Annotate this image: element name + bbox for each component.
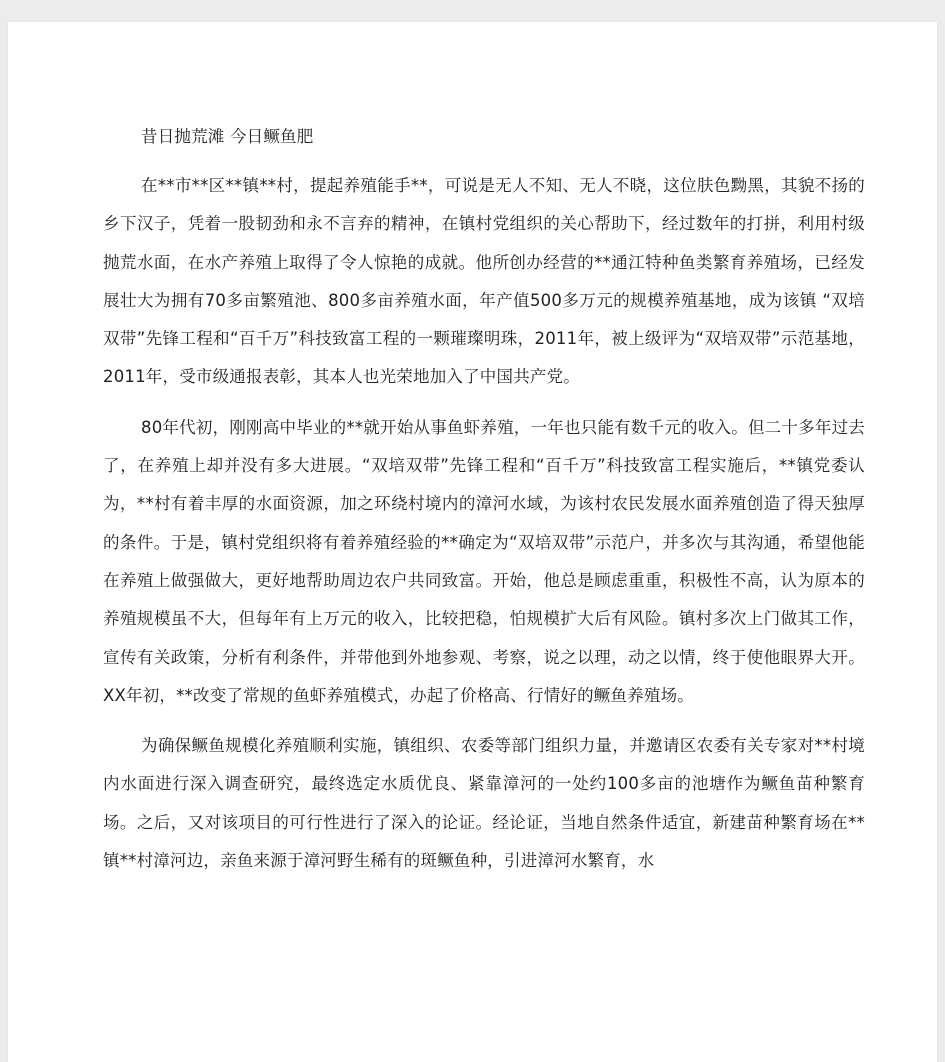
document-body [103,122,865,892]
paragraph-3: 为确保鳜鱼规模化养殖顺利实施，镇组织、农委等部门组织力量，并邀请区农委有关专家对**村境内水面进行深入调查研究，最终选定水质优良、紧靠漳河的一处约100多亩的池塘作为鳜鱼苗种繁育场。之后，又对该项目的可行性进行了深入的论证。经论证，当地自然条件适宜，新建苗种繁育场在**镇**村漳河边，亲鱼来源于漳河野生稀有的斑鳜鱼种，引进漳河水繁育，水 [103,736,865,871]
document-page [8,22,937,1062]
paragraph-2: 80年代初，刚刚高中毕业的**就开始从事鱼虾养殖，一年也只能有数千元的收入。但二十多年过去了，在养殖上却并没有多大进展。“双培双带”先锋工程和“百千万”科技致富工程实施后，**镇党委认为，**村有着丰厚的水面资源，加之环绕村境内的漳河水域，为该村农民发展水面养殖创造了得天独厚的条件。于是，镇村党组织将有着养殖经验的**确定为“双培双带”示范户，并多次与其沟通，希望他能在养殖上做强做大，更好地帮助周边农户共同致富。开始，他总是顾虑重重，积极性不高，认为原本的养殖规模虽不大，但每年有上万元的收入，比较把稳，怕规模扩大后有风险。镇村多次上门做其工作，宣传有关政策，分析有利条件，并带他到外地参观、考察，说之以理，动之以情，终于使他眼界大开。XX年初，**改变了常规的鱼虾养殖模式，办起了价格高、行情好的鳜鱼养殖场。 [103,417,865,705]
document-title: 昔日抛荒滩 今日鳜鱼肥 [141,127,314,146]
paragraph-1: 在**市**区**镇**村，提起养殖能手**，可说是无人不知、无人不晓，这位肤色黝黑，其貌不扬的乡下汉子，凭着一股韧劲和永不言弃的精神，在镇村党组织的关心帮助下，经过数年的打拼，利用村级抛荒水面，在水产养殖上取得了令人惊艳的成就。他所创办经营的**通江特种鱼类繁育养殖场，已经发展壮大为拥有70多亩繁殖池、800多亩养殖水面，年产值500多万元的规模养殖基地，成为该镇 “双培双带”先锋工程和“百千万”科技致富工程的一颗璀璨明珠，2011年，被上级评为“双培双带”示范基地，2011年，受市级通报表彰，其本人也光荣地加入了中国共产党。 [103,176,865,387]
